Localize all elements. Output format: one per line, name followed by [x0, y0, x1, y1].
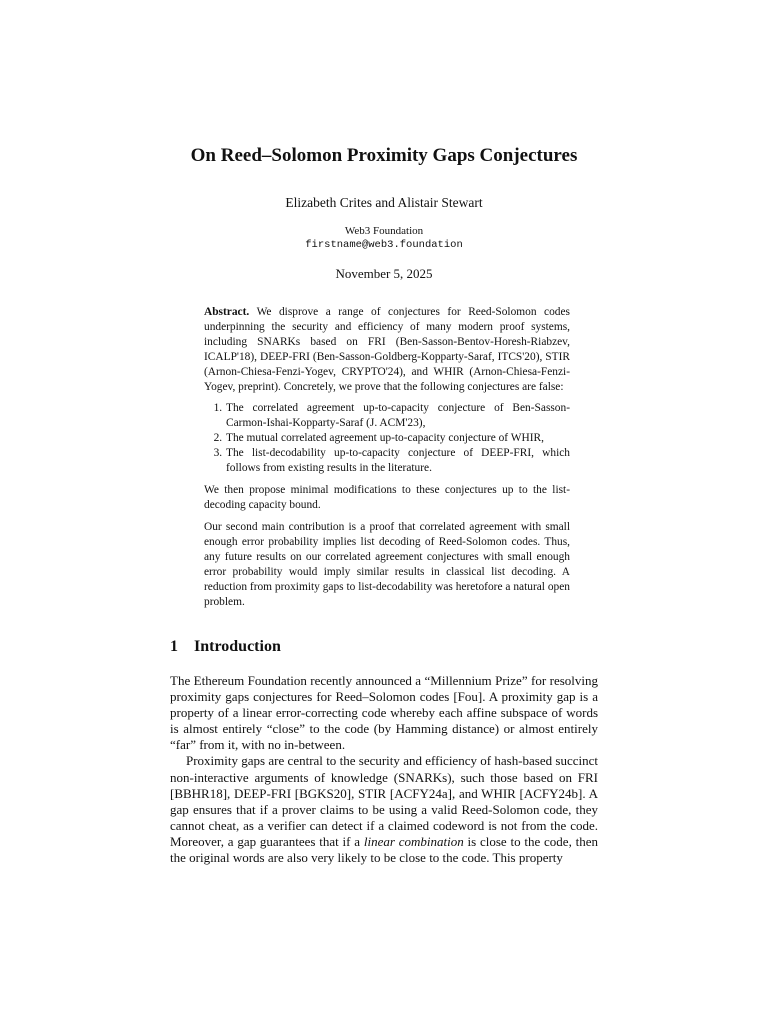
author-email: firstname@web3.foundation	[305, 239, 463, 251]
section-heading-introduction	[170, 638, 281, 656]
intro-paragraph-2-start: Proximity gaps are central to the security and efficiency of hash-based succinct non-interactive arguments of knowledge (SNARKs), such those based on FRI [BBHR18], DEEP-FRI [BGKS20], STIR [ACFY24a], and WHIR [ACFY24b]. A gap ensures that if a prover claims to be using a valid Reed-Solomon code, they cannot cheat, as a verifier can detect if a claimed codeword is not from the code. Moreover, a gap guarantees that if a	[170, 753, 598, 849]
conjecture-item: 2. The mutual correlated agreement up-to-capacity conjecture of WHIR,	[225, 431, 570, 446]
abstract-paragraph-3: Our second main contribution is a proof that correlated agreement with small enough error probability implies list decoding of Reed-Solomon codes. Thus, any future results on our correlated agreement conjectures with small enough error probability would imply similar results in classical list decoding. A reduction from proximity gaps to list-decodability was heretofore a natural open problem.	[204, 521, 570, 608]
authors: Elizabeth Crites and Alistair Stewart	[285, 195, 483, 210]
conjecture-item: 1. The correlated agreement up-to-capacity conjecture of Ben-Sasson-Carmon-Ishai-Kopparty-Saraf (J. ACM'23),	[225, 401, 570, 431]
abstract-paragraph-2: We then propose minimal modifications to these conjectures up to the list-decoding capacity bound.	[204, 484, 570, 511]
section-number: 1	[170, 638, 178, 655]
emphasis-linear-combination: linear combination	[363, 833, 464, 849]
abstract-intro	[204, 305, 570, 395]
abstract-intro-text: We disprove a range of conjectures for Reed-Solomon codes underpinning the security and efficiency of many modern proof systems, including SNARKs based on FRI (Ben-Sasson-Bentov-Horesh-Riabzev, ICALP'18), DEEP-FRI (Ben-Sasson-Goldberg-Kopparty-Saraf, ITCS'20), STIR (Arnon-Chiesa-Fenzi-Yogev, CRYPTO'24), and WHIR (Arnon-Chiesa-Fenzi-Yogev, preprint). Concretely, we prove that the following conjectures are false:	[204, 306, 570, 393]
intro-paragraph-2	[170, 753, 598, 866]
intro-paragraph-2-end: is close to the code, then the original words are also very likely to be close to the code. This property	[170, 833, 599, 866]
paper-date: November 5, 2025	[335, 266, 433, 281]
affiliation: Web3 Foundation	[344, 225, 424, 237]
paper-title: On Reed–Solomon Proximity Gaps Conjectures	[190, 145, 578, 166]
abstract-label: Abstract.	[204, 306, 250, 318]
section-title: Introduction	[194, 638, 281, 655]
affiliation-block	[0, 224, 768, 252]
conjecture-list	[204, 401, 570, 476]
conjecture-item: 3. The list-decodability up-to-capacity conjecture of DEEP-FRI, which follows from existing results in the literature.	[225, 446, 570, 476]
introduction-body	[170, 673, 598, 866]
intro-paragraph-1: The Ethereum Foundation recently announced a “Millennium Prize” for resolving proximity gaps conjectures for Reed–Solomon codes [Fou]. A proximity gap is a property of a linear error-correcting code whereby each affine subspace of words is almost entirely “close” to the code (by Hamming distance) or almost entirely “far” from it, with no in-between.	[170, 673, 598, 753]
abstract	[204, 305, 570, 610]
